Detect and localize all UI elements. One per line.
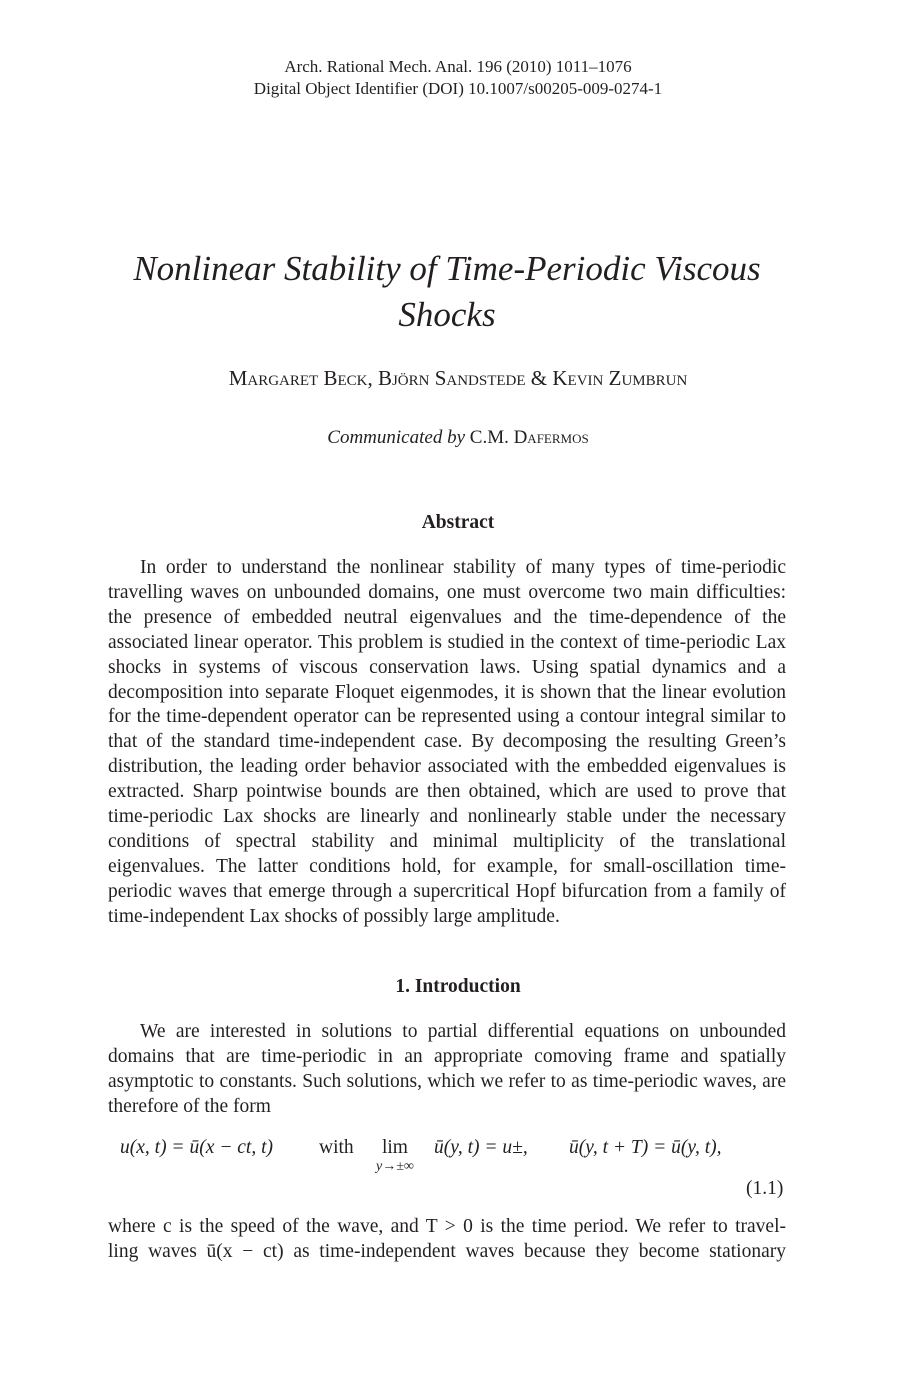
running-header-doi: Digital Object Identifier (DOI) 10.1007/s00205-009-0274-1 <box>253 79 663 98</box>
limit-subscript: y→±∞ <box>376 1159 414 1174</box>
equation-limit-value: ū(y, t) = u±, <box>434 1137 528 1158</box>
abstract-text: In order to understand the nonlinear stability of many types of time-periodic travelling waves on unbounded domains, one must overcome two main difficulties: the presence of embedded neutral eigenvalues and the time-dependence of the associated linear operator. This problem is studied in the context of time-periodic Lax shocks in systems of viscous conservation laws. Using spatial dynamics and a decomposition into separate Floquet eigenmodes, it is shown that the linear evolution for the time-dependent operator can be represented using a contour integral similar to that of the standard time-independent case. By decomposing the resulting Green’s distribution, the leading order behavior associated with the embedded eigenvalues is extracted. Sharp pointwise bounds are then obtained, which are used to prove that time-periodic Lax shocks are linearly and nonlinearly stable under the necessary conditions of spectral stability and minimal multiplicity of the translational eigenvalues. The latter conditions hold, for example, for small-oscillation time-periodic waves that emerge through a supercritical Hopf bifurcation from a family of time-independent Lax shocks of possibly large amplitude. <box>108 557 786 927</box>
paper-title-line-1: Nonlinear Stability of Time-Periodic Viscous <box>133 249 761 288</box>
introduction-paragraph-2-line-2: ling waves ū(x − ct) as time-independent waves because they become stationary <box>108 1241 786 1262</box>
equation-number: (1.1) <box>746 1178 784 1199</box>
paper-title-line-2: Shocks <box>398 295 496 334</box>
running-header-journal: Arch. Rational Mech. Anal. 196 (2010) 1011–1076 <box>284 57 632 76</box>
communicated-by <box>0 426 916 450</box>
author-list: Margaret Beck, Björn Sandstede & Kevin Zumbrun <box>228 366 688 390</box>
introduction-heading: 1. Introduction <box>395 976 521 997</box>
limit-operator <box>376 1136 414 1174</box>
equation-with: with <box>319 1137 354 1158</box>
communicated-label: Communicated by <box>327 427 466 448</box>
introduction-paragraph-1: We are interested in solutions to partial differential equations on unbounded domains that are time-periodic in an appropriate comoving frame and spatially asymptotic to constants. Such solutions, which we refer to as time-periodic waves, are therefore of the form <box>108 1021 786 1117</box>
communicated-name: C.M. Dafermos <box>469 427 589 448</box>
equation-lhs: u(x, t) = ū(x − ct, t) <box>120 1137 274 1158</box>
equation-periodicity: ū(y, t + T) = ū(y, t), <box>569 1137 722 1158</box>
equation-limit <box>376 1136 414 1174</box>
abstract-heading: Abstract <box>421 512 495 533</box>
limit-word: lim <box>381 1137 408 1158</box>
introduction-paragraph-2-line-1: where c is the speed of the wave, and T > 0 is the time period. We refer to travel- <box>108 1216 786 1237</box>
